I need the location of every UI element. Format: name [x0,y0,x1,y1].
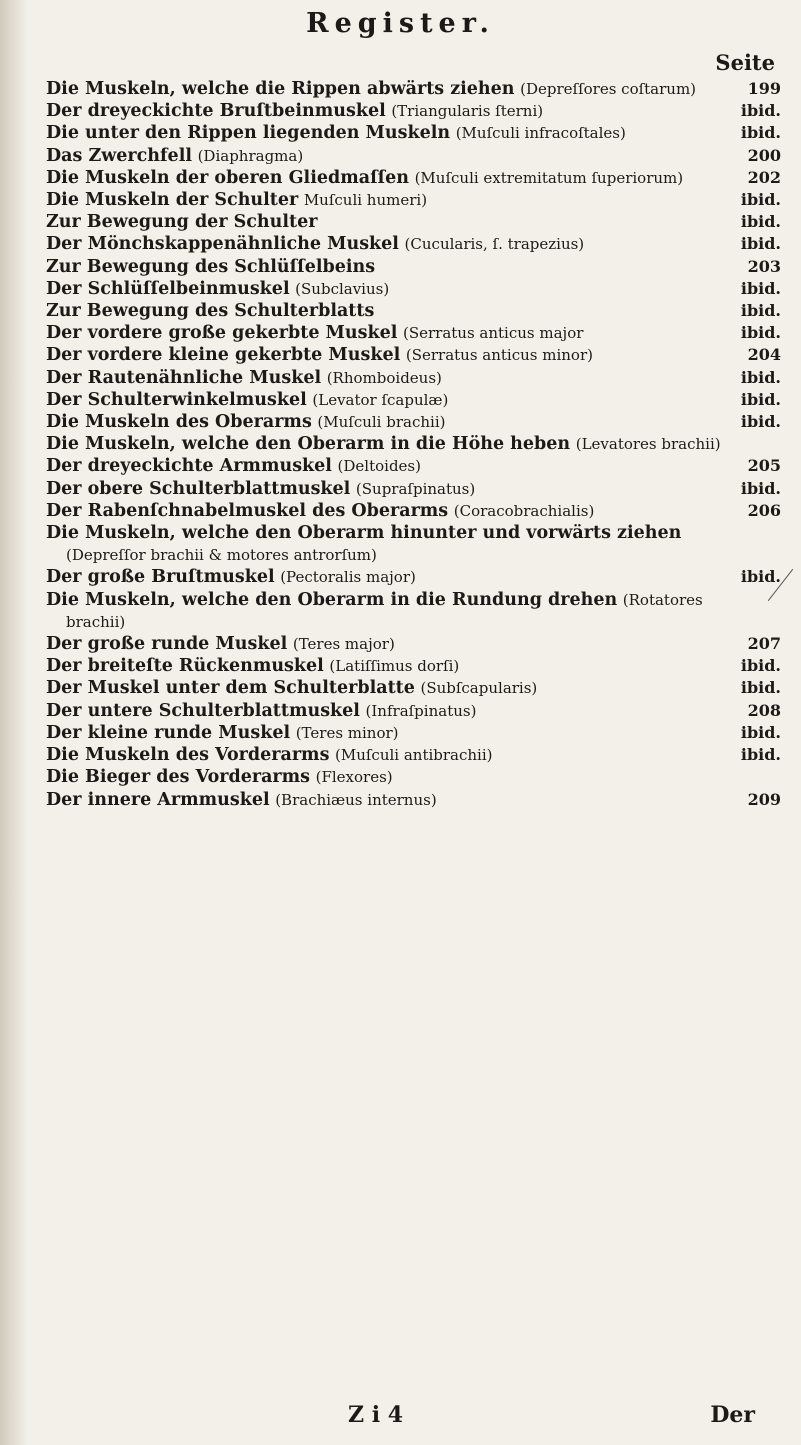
entry-latin-term: (Coracobrachialis) [453,501,595,520]
register-entry [46,722,781,744]
entry-german-term: Die Muskeln des Oberarms [46,412,312,433]
page-column-heading: Seite [715,50,775,75]
entry-page-number: ibid. [740,367,781,387]
register-entry [46,256,781,278]
entry-text [46,344,721,366]
register-entry [46,655,781,677]
register-entry [46,500,781,522]
entry-german-term: Die Muskeln, welche den Oberarm in die Höhe heben [46,434,571,455]
entry-german-term: Die unter den Rippen liegenden Muskeln [46,123,451,144]
entry-german-term: Die Bieger des Vorderarms [46,767,311,788]
printer-signature: Z i 4 [348,1402,404,1428]
entry-latin-term: (Muſculi extremitatum ſuperiorum) [414,168,684,187]
register-entry [46,677,781,699]
entry-german-term: Die Muskeln der Schulter [46,190,299,211]
register-entry [46,278,781,300]
entry-german-term: Der Schlüſſelbeinmuskel [46,278,290,299]
entry-text [46,367,721,389]
entry-page-number: ibid. [740,212,781,232]
entry-page-number: ibid. [740,745,781,765]
entry-german-term: Die Muskeln der oberen Gliedmaſſen [46,167,409,188]
entry-german-term: Der große Bruſtmuskel [46,567,275,588]
register-entry [46,522,781,566]
register-entry [46,566,781,588]
entry-page-number: ibid. [740,234,781,254]
entry-german-term: Der kleine runde Muskel [46,722,291,743]
entry-latin-term: (Deltoides) [337,457,421,476]
register-entry [46,744,781,766]
entry-latin-term: (Supraſpinatus) [355,479,476,498]
register-entry [46,189,781,211]
entry-text [46,433,721,455]
register-entry [46,389,781,411]
entry-page-number: 202 [747,167,781,187]
entry-page-number: 200 [747,145,781,165]
page-footer [0,1402,801,1432]
entry-page-number: 206 [747,500,781,520]
entry-german-term: Der Muskel unter dem Schulterblatte [46,678,415,699]
entry-latin-term: (Subſcapularis) [420,679,538,698]
entry-latin-term: (Latiſſimus dorſi) [329,657,460,676]
entry-text [46,522,721,566]
entry-text [46,500,721,522]
entry-text [46,455,721,477]
entry-german-term: Der breiteſte Rückenmuskel [46,656,324,677]
entry-latin-term: (Flexores) [315,768,393,787]
entry-text [46,122,721,144]
entry-latin-term: (Muſculi brachii) [317,413,446,432]
entry-page-number: 199 [747,79,781,98]
entry-german-term: Der untere Schulterblattmuskel [46,700,360,721]
entry-latin-term: (Levatores brachii) [575,435,721,454]
entry-page-number: ibid. [740,656,781,676]
entry-text [46,789,721,811]
entry-german-term: Der Rabenſchnabelmuskel des Oberarms [46,500,449,521]
register-entry [46,367,781,389]
register-entry [46,789,781,811]
entry-german-term: Das Zwerchfell [46,145,192,166]
entry-german-term: Zur Bewegung der Schulter [46,212,318,233]
register-entry [46,78,781,100]
entry-latin-term: (Cucularis, ſ. trapezius) [404,235,585,254]
entry-german-term: Zur Bewegung des Schlüſſelbeins [46,256,376,277]
entry-text [46,167,721,189]
entry-text [46,677,721,699]
register-entry [46,122,781,144]
register-entry [46,700,781,722]
entry-text [46,589,721,633]
register-entry [46,433,781,455]
entry-page-number: ibid. [740,323,781,343]
entry-page-number: ibid. [740,478,781,498]
register-entry [46,167,781,189]
entry-latin-term: (Pectoralis major) [280,568,416,587]
entry-text [46,744,721,766]
entry-text [46,300,721,322]
entry-latin-term: (Brachiæus internus) [275,790,437,809]
entry-page-number: ibid. [740,301,781,321]
entry-page-number: ibid. [740,101,781,121]
entry-text [46,233,721,255]
entry-latin-term: (Serratus anticus minor) [405,346,593,365]
entry-german-term: Der Schulterwinkelmuskel [46,389,307,410]
entry-german-term: Der innere Armmuskel [46,789,270,810]
entry-page-number: ibid. [740,567,781,587]
entry-page-number: 207 [747,634,781,654]
entry-german-term: Der dreyeckichte Bruſtbeinmuskel [46,101,386,122]
entry-page-number: ibid. [740,389,781,409]
entry-page-number: ibid. [740,678,781,698]
entry-text [46,655,721,677]
entry-german-term: Der vordere große gekerbte Muskel [46,323,398,344]
entry-latin-term: (Levator ſcapulæ) [312,390,449,409]
register-entry [46,233,781,255]
register-entries [46,78,781,811]
entry-latin-term: (Rotatores brachii) [66,590,703,631]
entry-text [46,100,721,122]
entry-text [46,566,721,588]
entry-latin-term: (Serratus anticus major [402,324,584,343]
entry-text [46,211,721,233]
entry-latin-term: (Triangularis ſterni) [391,102,544,121]
entry-german-term: Die Muskeln, welche den Oberarm in die Rundung drehen [46,589,618,610]
entry-page-number: ibid. [740,412,781,432]
entry-text [46,411,721,433]
entry-german-term: Der große runde Muskel [46,634,288,655]
entry-latin-term: Muſculi humeri) [303,191,428,210]
entry-latin-term: (Muſculi antibrachii) [335,746,493,765]
catchword: Der [710,1402,755,1428]
register-entry [46,145,781,167]
entry-page-number: ibid. [740,123,781,143]
entry-page-number: ibid. [740,278,781,298]
entry-text [46,722,721,744]
entry-text [46,633,721,655]
entry-latin-term: (Depreſſores coſtarum) [520,80,697,98]
entry-text [46,145,721,167]
register-entry [46,100,781,122]
entry-latin-term: (Infraſpinatus) [365,701,477,720]
entry-text [46,278,721,300]
entry-latin-term: (Subclavius) [295,279,390,298]
page-edge-shadow [0,0,28,1445]
entry-german-term: Der Rautenähnliche Muskel [46,367,322,388]
entry-text [46,322,721,344]
register-entry [46,455,781,477]
register-entry [46,411,781,433]
entry-german-term: Zur Bewegung des Schulterblatts [46,301,375,322]
entry-latin-term: (Rhomboideus) [326,368,442,387]
entry-text [46,766,721,788]
entry-text [46,389,721,411]
register-entry [46,211,781,233]
entry-text [46,478,721,500]
entry-german-term: Die Muskeln, welche den Oberarm hinunter und vorwärts ziehen [46,523,682,544]
entry-german-term: Der dreyeckichte Armmuskel [46,456,332,477]
entry-page-number: 203 [747,256,781,276]
entry-latin-term: (Muſculi infracoſtales) [455,124,626,143]
entry-latin-term: (Teres major) [292,635,395,654]
entry-page-number: ibid. [740,722,781,742]
register-entry [46,300,781,322]
entry-text [46,189,721,211]
entry-text [46,256,721,278]
entry-page-number: 209 [747,789,781,809]
register-entry [46,633,781,655]
entry-latin-term: (Teres minor) [295,723,399,742]
entry-page-number: ibid. [740,190,781,210]
entry-german-term: Die Muskeln des Vorderarms [46,745,330,766]
register-entry [46,589,781,633]
entry-latin-term: (Depreſſor brachii & motores antrorſum) [66,546,377,565]
entry-page-number: 205 [747,456,781,476]
entry-german-term: Der vordere kleine gekerbte Muskel [46,345,401,366]
running-title: Register. [306,8,495,39]
register-entry [46,478,781,500]
entry-german-term: Der Mönchskappenähnliche Muskel [46,234,399,255]
register-entry [46,766,781,788]
entry-text [46,700,721,722]
entry-page-number: 208 [747,700,781,720]
register-entry [46,322,781,344]
entry-page-number: 204 [747,345,781,365]
entry-text [46,78,721,100]
entry-german-term: Die Muskeln, welche die Rippen abwärts ziehen [46,79,515,99]
entry-german-term: Der obere Schulterblattmuskel [46,478,351,499]
entry-latin-term: (Diaphragma) [197,146,304,165]
register-entry [46,344,781,366]
